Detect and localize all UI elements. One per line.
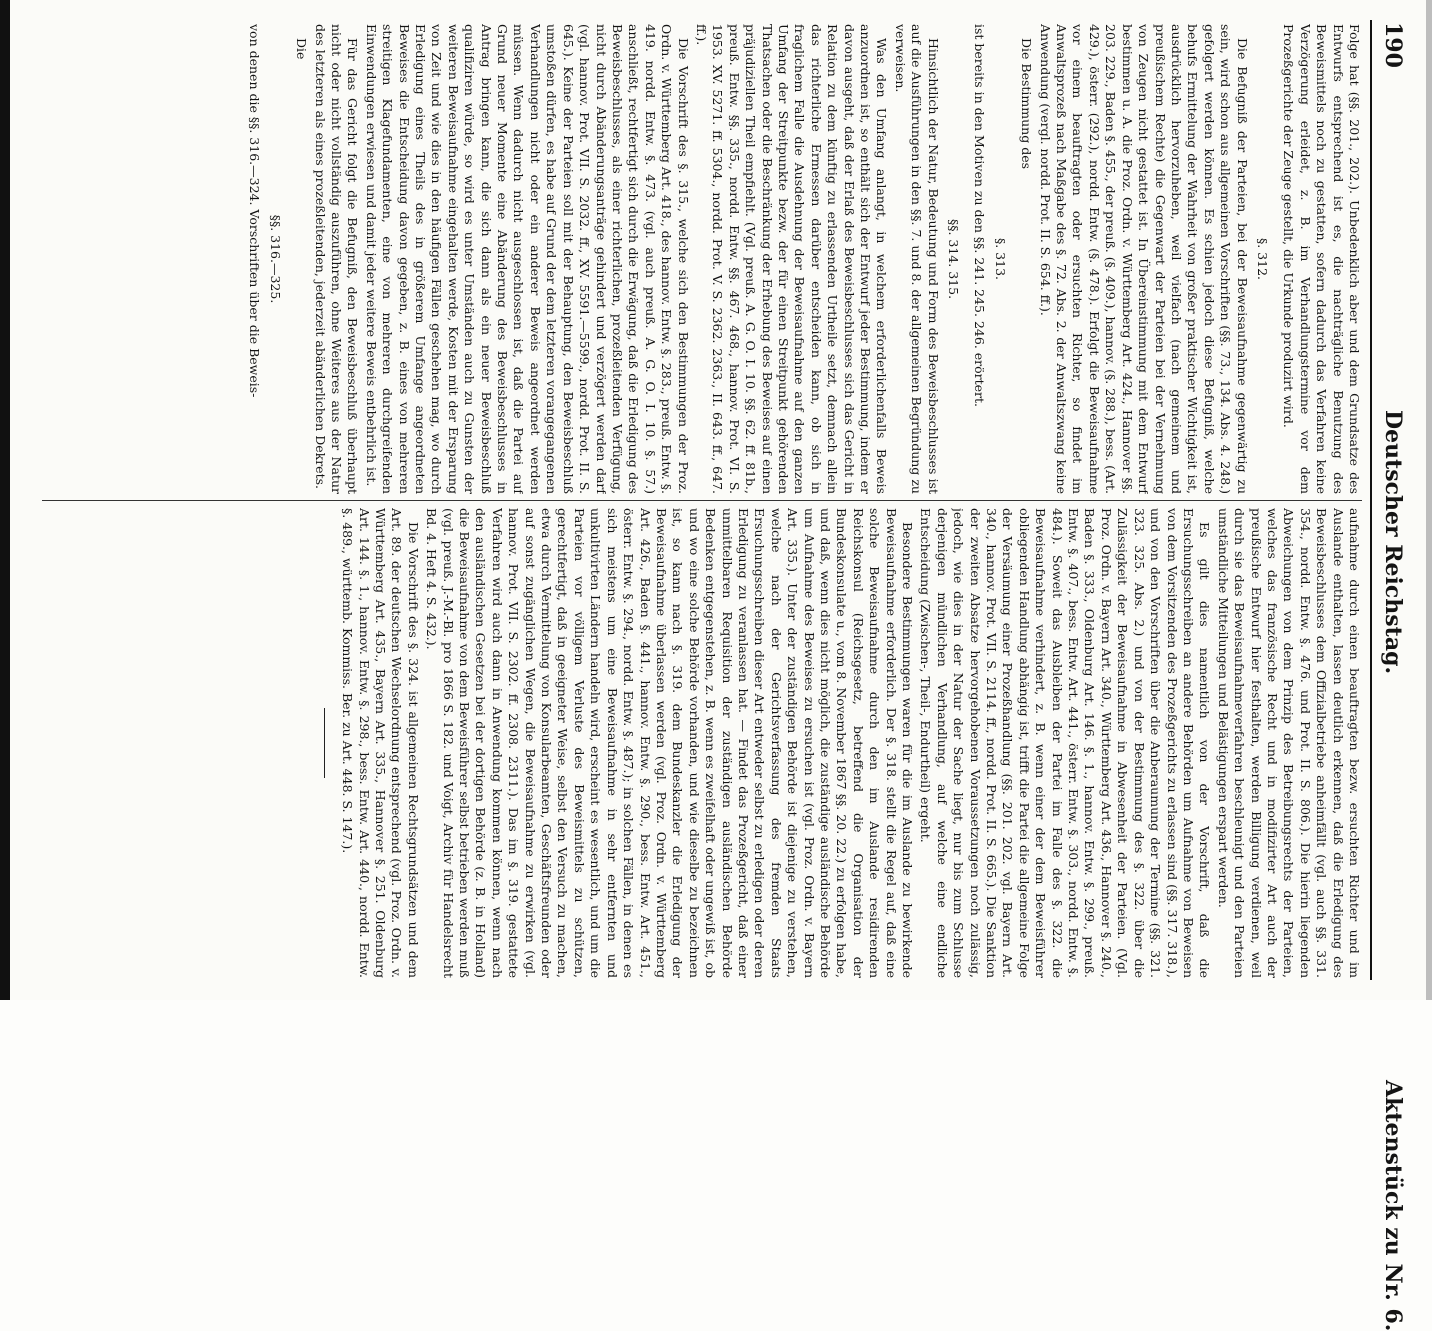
section-heading: §§. 316.—325. [267, 214, 283, 304]
paragraph: Folge hat (§§. 201., 202.). Unbedenklich aber und dem Grundsatze des Entwurfs entsprechend ist es, die nachträgliche Benutzung des Beweismittels noch zu gestatten, sofern dadurch das Verfahren keine Verzögerung erleidet, z. B. im Verhandlungstermine vor dem Prozeßgerichte der Zeuge gestellt, die Urkunde produzirt wird. [1281, 24, 1362, 494]
column-divider [42, 500, 1362, 501]
scan-edge-bottom [0, 0, 10, 1000]
paragraph: Die Bestimmung des [1019, 38, 1035, 170]
paragraph: Es gilt dies namentlich von der Vorschrift, daß die Ersuchungsschreiben an andere Behörden um Aufnahme von Beweisen von dem Vorsitzenden des Prozeßgerichts zu erlassen sind (§§. 317. 318.), und von den Vorschriften über die Anberaumung der Termine (§§. 321. 323. 325. Abs. 2.) und von der Bestimmung des §. 322. über die Zulässigkeit der Beweisaufnahme in Abwesenheit der Parteien. (Vgl. Proz. Ordn. v. Bayern Art. 340., Württemberg Art. 436., Hannover §. 240., Baden §. 333., Oldenburg Art. 146. §. 1., hannov. Entw. §. 299., preuß. Entw. §. 407., bess. Entw. Art. 441., österr. Entw. §. 303., nordd. Entw. §. 484.). Soweit das Ausbleiben der Partei im Falle des §. 322. die Beweisaufnahme verhindert, z. B. wenn einer der dem Beweisführer obliegenden Handlung abhängig ist, trifft die Partei die allgemeine Folge der Versäumung einer Prozeßhandlung (§§. 201. 202. vgl. Bayern Art. 340., hannov. Prot. VII. S. 2114. ff., nordd. Prot. II. S. 665.). Die Sanktion der zweiten Absatze hervorgehobenen Voraussetzungen noch zulässig, jedoch, wie dies in der Natur der Sache liegt, nur bis zum Schlusse derjenigen mündlichen Verhandlung, auf welche eine endliche Entscheidung (Zwischen-, Theil-, Endurtheil) ergeht. [918, 508, 1213, 978]
section-heading: §. 312. [1254, 237, 1270, 281]
paragraph: Besondere Bestimmungen waren für die im Auslande zu bewirkende Beweisaufnahme erforderlich. Der §. 318. stellt die Regel auf, daß eine solche Beweisaufnahme durch den im Auslande residirenden Reichskonsul (Reichsgesetz, betreffend die Organisation der Bundeskonsulate u., vom 8. November 1867 §§. 20. 22.) zu erfolgen habe, und daß, wenn dies nicht möglich, die zuständige ausländische Behörde um Aufnahme des Beweises zu ersuchen ist (vgl. Proz. Ordn. v. Bayern Art. 335.). Unter der zuständigen Behörde ist diejenige zu verstehen, welche nach der Gerichtsverfassung des fremden Staats Ersuchungsschreiben dieser Art entweder selbst zu erledigen oder deren Erledigung zu veranlassen hat. — Findet das Prozeßgericht, daß einer unmittelbaren Requisition der zuständigen ausländischen Behörde Bedenken entgegenstehen, z. B. wenn es zweifelhaft oder ungewiß ist, ob und wo eine solche Behörde vorhanden, und wie dieselbe zu bezeichnen ist, so kann nach §. 319. dem Bundeskanzler die Erledigung der Beweisaufnahme überlassen werden (vgl. Proz. Ordn. v. Württemberg Art. 426., Baden §. 441., hannov. Entw. §. 290., bess. Entw. Art. 451., österr. Entw. §. 294., nordd. Entw. §. 487.); in solchen Fällen, in denen es sich meistens um eine Beweisaufnahme in sehr entfernten und unkultivirten Ländern handeln wird, erscheint es wesentlich, und um die Parteien vor völligem Verluste des Beweismittels zu schützen, gerechtfertigt, daß in geeigneter Weise, selbst den Versuch zu machen, etwa durch Vermittelung von Konsularbeamten, Geschäftsfreunden oder auf sonst zugänglichen Wegen, die Beweisaufnahme zu erwirken (vgl. hannov. Prot. VII. S. 2302. ff. 2308. 2311.). Das im §. 319. gestattete Verfahren wird auch dann in Anwendung kommen können, wenn nach den ausländischen Gesetzen bei der dortigen Behörde (z. B. in Holland) die Beweisaufnahme von dem Beweisführer selbst betrieben werden muß (vgl. preuß. J.-M.-Bl. pro 1866 S. 182. und Voigt, Archiv für Handelsrecht Bd. 4. Heft 4. S. 432.). [424, 508, 916, 978]
paragraph: Die Befugniß der Parteien, bei der Beweisaufnahme gegenwärtig zu sein, wird schon aus allgemeinen Vorschriften (§§. 73., 134. Abs. 4. 248.) gefolgert werden können. Es schien jedoch diese Befugniß, welche behufs Ermittelung der Wahrheit von großer praktischer Wichtigkeit ist, ausdrücklich hervorzuheben, weil vielfach (nach gemeinem und preußischem Rechte) die Gegenwart der Parteien bei der Vernehmung von Zeugen nicht gestattet ist. In Übereinstimmung mit dem Entwurf bestimmen u. A. die Proz. Ordn. v. Württemberg Art. 424., Hannover §§. 203. 229., Baden §. 455., der preuß. (§. 409.), hannov. (§. 288.), bess. (Art. 429.), österr. (292.), nordd. Entw. (§. 478.). Erfolgt die Beweisaufnahme vor einem beauftragten oder ersuchten Richter, so findet im Anwaltsprozeß nach Maßgabe des §. 72. Abs. 2. der Anwaltszwang keine Anwendung (vergl. nordd. Prot. II. S. 654. ff.). [1037, 24, 1250, 494]
paragraph: aufnahme durch einen beauftragten bezw. ersuchten Richter und im Auslande enthalten, lassen deutlich erkennen, daß die Erledigung des Beweisbeschlusses dem Offizialbetriebe anheimfällt (vgl. auch §§. 331. 354., nordd. Entw. §. 476. und Prot. II. S. 806.). Die hierin liegenden Abweichungen von dem Prinzip des Betreibungsrechts der Parteien, welches das französische Recht und in modifizirter Art auch der preußische Entwurf hier festhalten, werden Billigung verdienen, weil durch sie das Beweisaufnahmeverfahren beschleunigt und den Parteien umständliche Mitteilungen und Belästigungen erspart werden. [1215, 508, 1362, 978]
running-head-right: Aktenstück zu Nr. 6. [1380, 1080, 1406, 1331]
paragraph: Hinsichtlich der Natur, Bedeutung und Form des Beweisbeschlusses ist auf die Ausführungen in den §§. 7. und 8. der allgemeinen Begründung zu verweisen. [892, 24, 941, 494]
paragraph: von denen die §§. 316.—324. Vorschriften über die Beweis- [247, 24, 263, 398]
section-heading: §. 313. [992, 237, 1008, 281]
text-column-right [42, 508, 1362, 978]
section-heading: §§. 314. 315. [946, 218, 962, 300]
paragraph: Was den Umfang anlangt, in welchem erforderlichenfalls Beweis anzuordnen ist, so enthält sich der Entwurf jeder Bestimmung, indem er davon ausgeht, daß der Erlaß des Beweisbeschlusses sich das Gericht in Relation zu dem künftig zu erlassenden Urtheile setzt, demnach allein das richterliche Ermessen darüber entscheiden kann, ob sich in fraglichem Falle die Ausdehnung der Beweisaufnahme auf den ganzen Umfang der Streitpunkte bezw. der für einen Streitpunkt gehörenden Thatsachen oder die Beschränkung der Erhebung des Beweises auf einen präjudiziellen Theil empfiehlt. (Vgl. preuß. A. G. O. I. 10. §§. 62. ff. 81b., preuß. Entw. §§. 335., nordd. Entw. §§. 467. 468., hannov. Prot. VI. S. 1953. XV. 5271. ff. 5304., nordd. Prot. V. S. 2362. 2363., II. 643. ff., 647. ff.). [693, 24, 890, 494]
end-rule [324, 708, 325, 778]
digitization-watermark [1412, 0, 1430, 1000]
paragraph: ist bereits in den Motiven zu den §§. 241. 245. 246. erörtert. [972, 24, 988, 408]
header-rule [1370, 20, 1372, 980]
running-head-left: Deutscher Reichstag. [1380, 410, 1406, 675]
paragraph: Die [294, 38, 310, 60]
paragraph: Die Vorschrift des §. 324. ist allgemeinen Rechtsgrundsätzen und dem Art. 89. der deutschen Wechselordnung entsprechend (vgl. Proz. Ordn. v. Württemberg Art. 435., Bayern Art. 335., Hannover §. 251. Oldenburg Art. 144. §. 1., hannov. Entw. §. 298., bess. Entw. Art. 440., nordd. Entw. §. 489., württemb. Kommiss. Ber. zu Art. 448. S. 147.). [340, 508, 421, 978]
paragraph: Die Vorschrift des §. 315., welche sich den Bestimmungen der Proz. Ordn. v. Württemberg Art. 418., des hannov. Entw. §. 283., preuß. Entw. §. 419. nordd. Entw. §. 473. (vgl. auch preuß. A. G. O. I. 10. §. 57.) anschließt, rechtfertigt sich durch die Erwägung, daß die Erledigung des Beweisbeschlusses, als einer richterlichen, prozeßleitenden Verfügung, nicht durch Abänderungsanträge gehindert und verzögert werden darf (vgl. hannov. Prot. VII. S. 2032. ff., XV. 5591.—5599., nordd. Prot. II. S. 645.). Keine der Parteien soll mit der Behauptung, den Beweisbeschluß umstoßen dürfen, es habe auf Grund der dem letzteren vorangegangenen Verhandlungen nicht oder ein anderer Beweis angeordnet werden müssen. Wenn dadurch nicht ausgeschlossen ist, daß die Partei auf Grund neuer Momente eine Abänderung des Beweisbeschlusses in Antrag bringen kann, die sich dann als ein neuer Beweisbeschluß qualifiziren würde, so wird es unter Umständen auch zu Gunsten der weiteren Beweisaufnahme eingehalten werde, Kosten mit der Ersparung von Zeit und wie dies in den häufigen Fällen geschehen mag, wo durch Erledigung eines Theils des in größerem Umfange angeordneten Beweises die Entscheidung davon gegeben, z. B. eines von mehreren streitigen Klagefundamenten, eine von mehreren durchgreifenden Einwendungen erwiesen und damit jeder weitere Beweis entbehrlich ist. [363, 24, 691, 494]
text-column-left [42, 24, 1362, 494]
page-number: 190 [1380, 22, 1406, 68]
paragraph: Für das Gericht folgt die Befugniß, den Beweisbeschluß überhaupt nicht oder nicht vollständig auszuführen, ohne Weiteres aus der Natur des letzteren als eines prozeßleitenden, jederzeit abänderlichen Dekrets. [312, 24, 361, 494]
